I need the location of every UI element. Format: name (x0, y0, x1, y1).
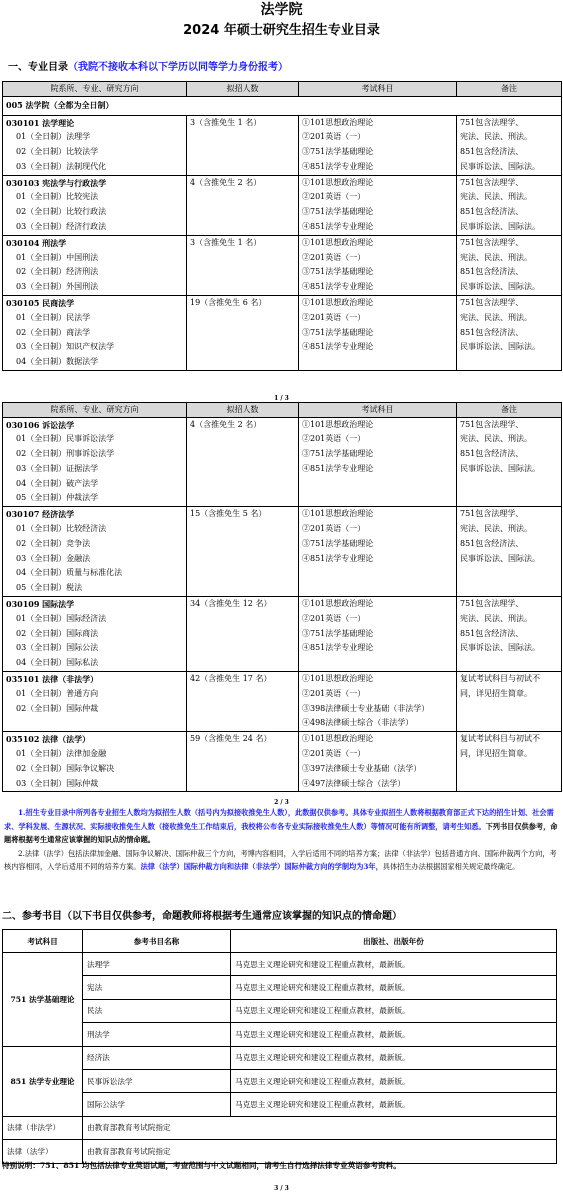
exam-item: ①101思想政治理论 (302, 298, 374, 308)
page2-majors (3, 417, 562, 792)
exam-item: ②201英语（一） (302, 132, 366, 142)
major-remarks-cell (457, 296, 562, 371)
remark-item: 751包含法理学、 (460, 117, 524, 127)
major-quota-cell (187, 235, 299, 295)
major-remarks-cell (457, 235, 562, 295)
direction-item: 04（全日制）破产法学 (16, 478, 99, 488)
remark-item: 851包含经济法、 (460, 327, 524, 337)
exam-item: ②201英语（一） (302, 192, 366, 202)
direction-item: 03（全日制）外国刑法 (16, 282, 99, 292)
book-publisher: 马克思主义理论研究和建设工程重点教材，最新版。 (231, 953, 557, 976)
remark-item: 宪法、民法、刑法。 (460, 434, 532, 444)
direction-item: 03（全日制）法制现代化 (16, 161, 107, 171)
major-title: 030107 经济法学 (6, 509, 75, 520)
book-title: 民法 (83, 999, 231, 1022)
exam-item: ④851法学专业理论 (302, 643, 374, 653)
exam-item: ③751法学基础理论 (302, 538, 374, 548)
exam-item: ③751法学基础理论 (302, 267, 374, 277)
major-dirs-cell (3, 672, 187, 732)
footnote: 特别说明：751、851 均包括法律专业英语试题，考查范围与中文试题相同，请考生自行选择法律专业英语参考资料。 (2, 1161, 401, 1170)
note-2-tail: 具体招生办法根据国家相关规定最终确定。 (382, 862, 520, 871)
exam-item: ②201英语（一） (302, 688, 366, 698)
book-header-row (3, 930, 557, 953)
remark-item: 宪法、民法、刑法。 (460, 192, 532, 202)
exam-item: ③751法学基础理论 (302, 628, 374, 638)
direction-item: 05（全日制）税法 (16, 583, 83, 593)
major-title: 030105 民商法学 (6, 298, 75, 309)
direction-item: 02（全日制）国际仲裁 (16, 703, 99, 713)
note-2-highlight: 法律（法学）国际仲裁方向和法律（非法学）国际仲裁方向的学制均为3年， (140, 862, 383, 871)
remark-item: 民事诉讼法、国际法。 (460, 342, 540, 352)
exam-item: ③751法学基础理论 (302, 147, 374, 157)
major-row (3, 115, 562, 175)
book-title: 民事诉讼法学 (83, 1069, 231, 1092)
major-exams-cell (299, 732, 457, 792)
book-publisher: 马克思主义理论研究和建设工程重点教材，最新版。 (231, 1046, 557, 1069)
remark-item: 851包含经济法、 (460, 147, 524, 157)
exam-item: ①101思想政治理论 (302, 237, 374, 247)
major-remarks-cell (457, 732, 562, 792)
exam-item: ②201英语（一） (302, 434, 366, 444)
note-2-main: 2.法律（法学）包括法律加金融、国际争议解决、国际仲裁三个方向，考博内容相同，入学后适用不同的培养方案；法律（非法学）包括普通方向、国际仲裁两个方向，考核内容相同，入学后适用不同的培养方案。 (4, 848, 557, 871)
major-row (3, 507, 562, 597)
major-dirs-cell (3, 732, 187, 792)
header-num-2: 拟招人数 (187, 403, 299, 418)
direction-item: 02（全日制）国际争议解决 (16, 763, 115, 773)
direction-item: 01（全日制）法律加金融 (16, 749, 107, 759)
book-publisher: 马克思主义理论研究和建设工程重点教材，最新版。 (231, 976, 557, 999)
major-exams-cell (299, 672, 457, 732)
header-remark-2: 备注 (457, 403, 562, 418)
direction-item: 01（全日制）法理学 (16, 132, 91, 142)
direction-item: 04（全日制）国际私法 (16, 658, 99, 668)
direction-item: 03（全日制）证据法学 (16, 463, 99, 473)
direction-item: 02（全日制）刑事诉讼法学 (16, 449, 115, 459)
major-row (3, 175, 562, 235)
remark-item: 851包含经济法、 (460, 449, 524, 459)
exam-item: ①101思想政治理论 (302, 734, 374, 744)
page1-majors (3, 115, 562, 371)
major-row (3, 417, 562, 507)
book-subject: 法律（非法学） (3, 1116, 83, 1139)
section-1-note: （我院不接收本科以下学历以同等学力身份报考） (68, 62, 288, 73)
book-row (3, 1093, 557, 1116)
book-publisher: 马克思主义理论研究和建设工程重点教材，最新版。 (231, 1093, 557, 1116)
exam-item: ①101思想政治理论 (302, 509, 374, 519)
note-1-main: 1.招生专业目录中所列各专业招生人数均为拟招生人数（括号内为拟接收推免生人数），此数据仅供参考。具体专业拟招生人数将根据教育部正式下达的招生计划、社会需求、学科发展、生源状况、实际接收推免生人数（接收推免生工作结束后，我校将公布各专业实际接收推免生人数）等情况可能有所调整，请考生知悉。 (4, 808, 554, 831)
major-title: 035101 法律（非法学） (6, 674, 99, 685)
book-row (3, 999, 557, 1022)
major-quota: 4（含推免生 2 名） (190, 177, 262, 187)
exam-item: ②201英语（一） (302, 252, 366, 262)
remark-item: 宪法、民法、刑法。 (460, 252, 532, 262)
direction-item: 02（全日制）经济刑法 (16, 267, 99, 277)
remark-item: 751包含法理学、 (460, 599, 524, 609)
remark-item: 民事诉讼法、国际法。 (460, 643, 540, 653)
major-exams-cell (299, 296, 457, 371)
remark-item: 民事诉讼法、国际法。 (460, 161, 540, 171)
major-remarks-cell (457, 175, 562, 235)
header-exam-2: 考试科目 (299, 403, 457, 418)
exam-item: ④497法律硕士综合（法学） (302, 778, 406, 788)
major-exams-cell (299, 597, 457, 672)
book-header-subject: 考试科目 (3, 930, 83, 953)
major-exams-cell (299, 175, 457, 235)
direction-item: 01（全日制）国际经济法 (16, 613, 107, 623)
major-row (3, 732, 562, 792)
page-number-1: 1 / 3 (274, 395, 289, 402)
major-quota-cell (187, 597, 299, 672)
remark-item: 751包含法理学、 (460, 237, 524, 247)
page-title: 法学院 (260, 2, 303, 18)
note-1 (4, 806, 561, 847)
exam-item: ③751法学基础理论 (302, 207, 374, 217)
direction-item: 04（全日制）质量与标准化法 (16, 568, 123, 578)
page-subtitle: 2024 年硕士研究生招生专业目录 (183, 23, 380, 38)
header-dept-2: 院系所、专业、研究方向 (3, 403, 187, 418)
direction-item: 04（全日制）数据法学 (16, 357, 99, 367)
major-quota: 42（含推免生 17 名） (190, 674, 272, 684)
exam-item: ③397法律硕士专业基础（法学） (302, 763, 422, 773)
note-1-tail: 下列书目仅供参考，命题将根据考生通常应该掌握的知识点的情命题。 (4, 821, 558, 844)
remark-item: 751包含法理学、 (460, 419, 524, 429)
book-row (3, 1069, 557, 1092)
page-number-3: 3 / 3 (274, 1185, 289, 1192)
book-title: 刑法学 (83, 1023, 231, 1046)
direction-item: 02（全日制）比较法学 (16, 147, 99, 157)
book-row (3, 976, 557, 999)
major-title: 030106 诉讼法学 (6, 419, 75, 430)
exam-item: ④851法学专业理论 (302, 463, 374, 473)
header-exam: 考试科目 (299, 82, 457, 97)
book-publisher: 马克思主义理论研究和建设工程重点教材，最新版。 (231, 1023, 557, 1046)
book-header-publisher: 出版社、出版年份 (231, 930, 557, 953)
major-quota: 15（含推免生 5 名） (190, 509, 267, 519)
major-remarks-cell (457, 507, 562, 597)
major-row (3, 672, 562, 732)
exam-item: ④851法学专业理论 (302, 161, 374, 171)
exam-item: ②201英语（一） (302, 613, 366, 623)
major-quota-cell (187, 175, 299, 235)
exam-item: ④851法学专业理论 (302, 222, 374, 232)
exam-item: ①101思想政治理论 (302, 674, 374, 684)
remark-item: 民事诉讼法、国际法。 (460, 553, 540, 563)
section-1-label: 一、专业目录 (8, 62, 68, 73)
notes (4, 806, 561, 874)
major-quota: 59（含推免生 24 名） (190, 734, 272, 744)
exam-item: ①101思想政治理论 (302, 117, 374, 127)
exam-item: ③751法学基础理论 (302, 449, 374, 459)
direction-item: 02（全日制）竞争法 (16, 538, 91, 548)
book-title: 国际公法学 (83, 1093, 231, 1116)
major-dirs-cell (3, 507, 187, 597)
direction-item: 01（全日制）民法学 (16, 312, 91, 322)
direction-item: 03（全日制）国际仲裁 (16, 778, 99, 788)
major-remarks-cell (457, 115, 562, 175)
major-table-page-1 (2, 81, 562, 371)
header-num: 拟招人数 (187, 82, 299, 97)
department-name: 005 法学院（全都为全日制） (3, 96, 562, 115)
major-dirs-cell (3, 597, 187, 672)
remark-item: 851包含经济法、 (460, 538, 524, 548)
direction-item: 05（全日制）仲裁法学 (16, 493, 99, 503)
page-number-2: 2 / 3 (274, 799, 289, 806)
exam-item: ③751法学基础理论 (302, 327, 374, 337)
book-title: 法理学 (83, 953, 231, 976)
book-subject: 851 法学专业理论 (3, 1046, 83, 1116)
exam-item: ②201英语（一） (302, 749, 366, 759)
book-publisher: 马克思主义理论研究和建设工程重点教材，最新版。 (231, 1069, 557, 1092)
remark-item: 同，详见招生简章。 (460, 749, 532, 759)
book-title: 由教育部教育考试院指定 (83, 1140, 557, 1163)
header-dept: 院系所、专业、研究方向 (3, 82, 187, 97)
exam-item: ②201英语（一） (302, 524, 366, 534)
exam-item: ②201英语（一） (302, 312, 366, 322)
major-exams-cell (299, 235, 457, 295)
book-publisher: 马克思主义理论研究和建设工程重点教材，最新版。 (231, 999, 557, 1022)
major-title: 030101 法学理论 (6, 117, 75, 128)
department-row (3, 96, 562, 115)
major-quota: 3（含推免生 1 名） (190, 117, 262, 127)
major-quota: 4（含推免生 2 名） (190, 419, 262, 429)
book-title: 宪法 (83, 976, 231, 999)
exam-item: ①101思想政治理论 (302, 599, 374, 609)
section-1-heading (8, 61, 288, 75)
note-2 (4, 847, 561, 874)
major-quota-cell (187, 296, 299, 371)
major-remarks-cell (457, 417, 562, 507)
direction-item: 02（全日制）比较行政法 (16, 207, 107, 217)
major-quota-cell (187, 115, 299, 175)
major-remarks-cell (457, 672, 562, 732)
direction-item: 01（全日制）比较经济法 (16, 524, 107, 534)
major-quota-cell (187, 507, 299, 597)
remark-item: 民事诉讼法、国际法。 (460, 282, 540, 292)
book-row (3, 1046, 557, 1069)
direction-item: 03（全日制）经济行政法 (16, 222, 107, 232)
major-quota-cell (187, 732, 299, 792)
book-title: 经济法 (83, 1046, 231, 1069)
major-exams-cell (299, 417, 457, 507)
remark-item: 民事诉讼法、国际法。 (460, 463, 540, 473)
table-header-row (3, 82, 562, 97)
remark-item: 民事诉讼法、国际法。 (460, 222, 540, 232)
major-quota: 34（含推免生 12 名） (190, 599, 272, 609)
book-row (3, 1023, 557, 1046)
major-quota-cell (187, 417, 299, 507)
remark-item: 851包含经济法、 (460, 207, 524, 217)
exam-item: ①101思想政治理论 (302, 419, 374, 429)
header-remark: 备注 (457, 82, 562, 97)
direction-item: 02（全日制）商法学 (16, 327, 91, 337)
remark-item: 751包含法理学、 (460, 177, 524, 187)
major-title: 030104 刑法学 (6, 237, 67, 248)
major-dirs-cell (3, 175, 187, 235)
major-title: 030103 宪法学与行政法学 (6, 177, 107, 188)
major-title: 030109 国际法学 (6, 599, 75, 610)
major-dirs-cell (3, 235, 187, 295)
major-dirs-cell (3, 417, 187, 507)
remark-item: 851包含经济法、 (460, 628, 524, 638)
remark-item: 宪法、民法、刑法。 (460, 613, 532, 623)
direction-item: 01（全日制）民事诉讼法学 (16, 434, 115, 444)
major-exams-cell (299, 507, 457, 597)
remark-item: 宪法、民法、刑法。 (460, 132, 532, 142)
book-subject: 法律（法学） (3, 1140, 83, 1163)
direction-item: 03（全日制）国际公法 (16, 643, 99, 653)
exam-item: ④851法学专业理论 (302, 553, 374, 563)
remark-item: 宪法、民法、刑法。 (460, 524, 532, 534)
remark-item: 复试考试科目与初试不 (460, 674, 540, 684)
exam-item: ③398法律硕士专业基础（非法学） (302, 703, 430, 713)
exam-item: ①101思想政治理论 (302, 177, 374, 187)
book-header-book: 参考书目名称 (83, 930, 231, 953)
major-remarks-cell (457, 597, 562, 672)
direction-item: 03（全日制）金融法 (16, 553, 91, 563)
remark-item: 同，详见招生简章。 (460, 688, 532, 698)
major-quota: 3（含推免生 1 名） (190, 237, 262, 247)
major-dirs-cell (3, 296, 187, 371)
book-title: 由教育部教育考试院指定 (83, 1116, 557, 1139)
direction-item: 01（全日制）中国刑法 (16, 252, 99, 262)
remark-item: 751包含法理学、 (460, 298, 524, 308)
major-quota: 19（含推免生 6 名） (190, 298, 267, 308)
table-header-row-2 (3, 403, 562, 418)
exam-item: ④851法学专业理论 (302, 342, 374, 352)
major-exams-cell (299, 115, 457, 175)
major-row (3, 296, 562, 371)
major-quota-cell (187, 672, 299, 732)
section-2-heading: 二、参考书目（以下书目仅供参考，命题教师将根据考生通常应该掌握的知识点的情命题） (2, 911, 402, 922)
remark-item: 复试考试科目与初试不 (460, 734, 540, 744)
direction-item: 01（全日制）普通方向 (16, 688, 99, 698)
remark-item: 851包含经济法、 (460, 267, 524, 277)
book-rows (3, 953, 557, 1164)
major-dirs-cell (3, 115, 187, 175)
book-row (3, 1116, 557, 1139)
direction-item: 01（全日制）比较宪法 (16, 192, 99, 202)
book-subject: 751 法学基础理论 (3, 953, 83, 1047)
exam-item: ④498法律硕士综合（非法学） (302, 718, 414, 728)
direction-item: 02（全日制）国际商法 (16, 628, 99, 638)
major-table-page-2 (2, 402, 562, 792)
book-row (3, 953, 557, 976)
major-title: 035102 法律（法学） (6, 734, 91, 745)
book-table (2, 929, 557, 1164)
remark-item: 751包含法理学、 (460, 509, 524, 519)
major-row (3, 597, 562, 672)
exam-item: ④851法学专业理论 (302, 282, 374, 292)
direction-item: 03（全日制）知识产权法学 (16, 342, 115, 352)
remark-item: 宪法、民法、刑法。 (460, 312, 532, 322)
major-row (3, 235, 562, 295)
